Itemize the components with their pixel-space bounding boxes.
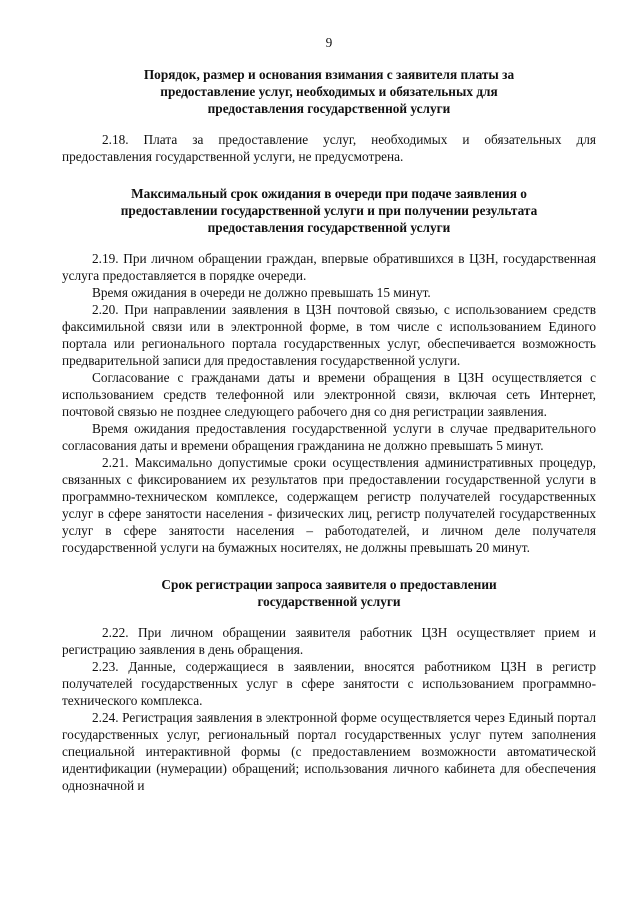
- paragraph-2-23: 2.23. Данные, содержащиеся в заявлении, вносятся работником ЦЗН в регистр получателей государственных услуг в сфере занятости с использованием программно-технического комплекса.: [62, 659, 596, 708]
- page-number: 9: [325, 35, 333, 50]
- heading-line: предоставления государственной услуги: [207, 220, 451, 235]
- paragraph-2-24: 2.24. Регистрация заявления в электронной форме осуществляется через Единый портал государственных услуг, региональный портал государственных услуг путем заполнения специальной интерактивной формы (с предоставлением возможности автоматической идентификации (нумерации) обращений; использования личного кабинета для обеспечения однозначной и: [62, 710, 596, 793]
- paragraph-2-20: 2.20. При направлении заявления в ЦЗН почтовой связью, с использованием средств факсимильной связи или в электронной форме, в том числе с использованием Единого портала или регионального портала государственных услуг, обеспечивается возможность предварительной записи для предоставления государственной услуги.: [62, 302, 596, 368]
- section-heading-queue: [62, 185, 596, 236]
- paragraph-2-18: 2.18. Плата за предоставление услуг, необходимых и обязательных для предоставления государственной услуги, не предусмотрена.: [62, 132, 596, 164]
- heading-line: Порядок, размер и основания взимания с заявителя платы за: [143, 67, 515, 82]
- paragraph-2-21: 2.21. Максимально допустимые сроки осуществления административных процедур, связанных с фиксированием их результатов при предоставлении государственной услуги в программно-техническом комплексе, содержащем регистр получателей государственных услуг в сфере занятости населения - физических лиц, регистр получателей государственных услуг в сфере занятости населения – работодателей, и личном деле получателя государственной услуги на бумажных носителях, не должны превышать 20 минут.: [62, 455, 596, 555]
- section-heading-registration: [62, 576, 596, 610]
- heading-line: предоставлении государственной услуги и при получении результата: [120, 203, 538, 218]
- heading-line: Максимальный срок ожидания в очереди при подаче заявления о: [131, 186, 527, 201]
- document-page: [62, 34, 596, 794]
- paragraph-coordination: Согласование с гражданами даты и времени обращения в ЦЗН осуществляется с использованием средств телефонной или электронной связи, включая сеть Интернет, почтовой связью не позднее следующего рабочего дня со дня регистрации заявления.: [62, 370, 596, 419]
- section-heading-fee: [62, 66, 596, 117]
- paragraph-2-19: 2.19. При личном обращении граждан, впервые обратившихся в ЦЗН, государственная услуга предоставляется в порядке очереди.: [62, 251, 596, 283]
- heading-line: предоставления государственной услуги: [207, 101, 451, 116]
- heading-line: предоставление услуг, необходимых и обязательных для: [160, 84, 498, 99]
- paragraph-queue-time: Время ожидания в очереди не должно превышать 15 минут.: [92, 285, 431, 300]
- paragraph-wait-time: Время ожидания предоставления государственной услуги в случае предварительного согласования даты и времени обращения гражданина не должно превышать 5 минут.: [62, 421, 596, 453]
- heading-line: Срок регистрации запроса заявителя о предоставлении: [161, 577, 497, 592]
- heading-line: государственной услуги: [257, 594, 401, 609]
- paragraph-2-22: 2.22. При личном обращении заявителя работник ЦЗН осуществляет прием и регистрацию заявления в день обращения.: [62, 625, 596, 657]
